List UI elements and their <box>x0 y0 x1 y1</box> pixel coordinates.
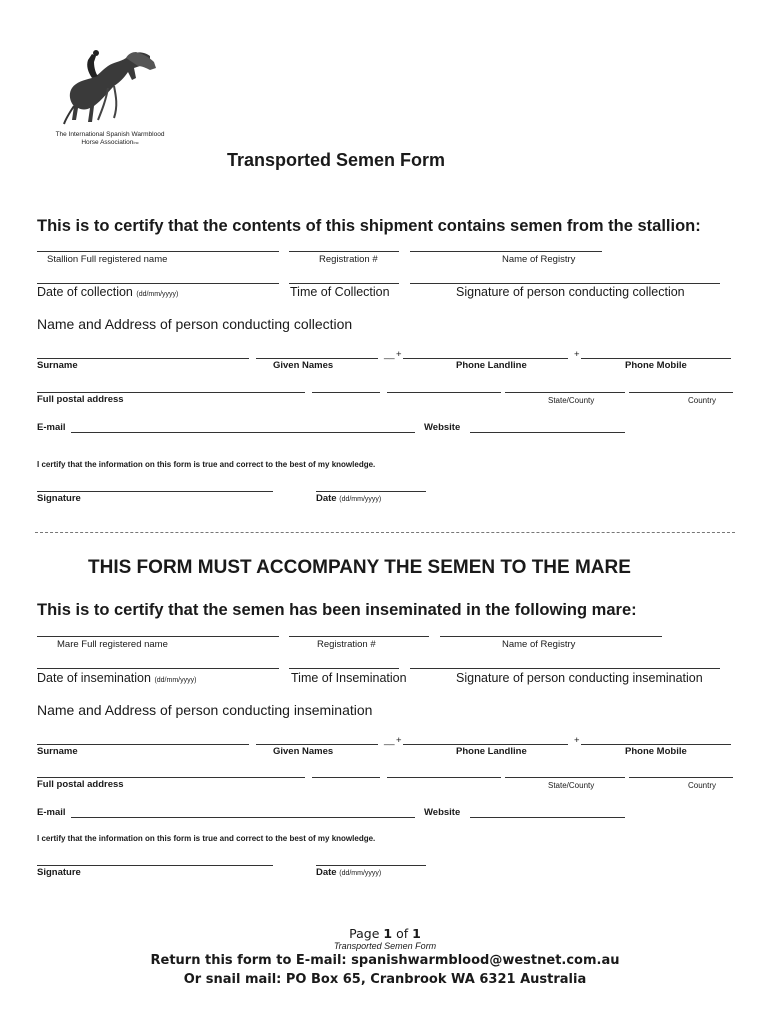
stallion-name-label: Stallion Full registered name <box>47 254 168 265</box>
postal-address-field-2[interactable] <box>37 777 305 778</box>
insemination-date-label: Date of insemination (dd/mm/yyyy) <box>37 671 197 685</box>
insemination-signature-label: Signature of person conducting insemination <box>456 671 703 685</box>
collection-signature-label: Signature of person conducting collection <box>456 285 685 299</box>
given-names-field-2[interactable] <box>256 744 378 745</box>
given-names-label: Given Names <box>273 360 334 371</box>
country-field-2[interactable] <box>629 777 733 778</box>
certify-statement-2: I certify that the information on this form is true and correct to the best of my knowledge. <box>37 834 376 843</box>
mobile-label-2: Phone Mobile <box>625 746 687 757</box>
registration-label: Registration # <box>319 254 378 265</box>
state-field[interactable] <box>505 392 625 393</box>
stallion-registry-field[interactable] <box>410 251 602 252</box>
date-field-2[interactable] <box>316 865 426 866</box>
landline-plus-2: + <box>396 735 402 746</box>
stallion-registration-field[interactable] <box>289 251 399 252</box>
state-field-2[interactable] <box>505 777 625 778</box>
website-label-2: Website <box>424 807 461 818</box>
website-field[interactable] <box>470 432 625 433</box>
insemination-time-field[interactable] <box>289 668 399 669</box>
section2-heading: This is to certify that the semen has been inseminated in the following mare: <box>37 601 637 619</box>
mare-name-label: Mare Full registered name <box>57 639 168 650</box>
form-title: Transported Semen Form <box>227 150 446 170</box>
date-label: Date (dd/mm/yyyy) <box>316 493 382 504</box>
collection-time-label: Time of Collection <box>290 285 390 299</box>
date-field[interactable] <box>316 491 426 492</box>
postal-city-field-2[interactable] <box>387 777 501 778</box>
collection-time-field[interactable] <box>289 283 399 284</box>
website-field-2[interactable] <box>470 817 625 818</box>
mare-registry-field[interactable] <box>440 636 662 637</box>
insemination-date-field[interactable] <box>37 668 279 669</box>
mobile-field-2[interactable] <box>581 744 731 745</box>
inseminator-address-heading: Name and Address of person conducting insemination <box>37 702 373 718</box>
country-label: Country <box>688 396 717 405</box>
landline-label-2: Phone Landline <box>456 746 527 757</box>
postal-address-label-2: Full postal address <box>37 779 124 790</box>
landline-field[interactable] <box>403 358 568 359</box>
country-field[interactable] <box>629 392 733 393</box>
given-names-label-2: Given Names <box>273 746 334 757</box>
return-email-line: Return this form to E-mail: spanishwarmblood@westnet.com.au <box>150 953 620 968</box>
stallion-name-field[interactable] <box>37 251 279 252</box>
postal-address-label: Full postal address <box>37 394 124 405</box>
horse-rider-logo <box>62 48 162 130</box>
mare-registration-field[interactable] <box>289 636 429 637</box>
surname-field-2[interactable] <box>37 744 249 745</box>
insemination-signature-field[interactable] <box>410 668 720 669</box>
mobile-field[interactable] <box>581 358 731 359</box>
surname-label: Surname <box>37 360 78 371</box>
email-label: E-mail <box>37 422 66 433</box>
signature-label: Signature <box>37 493 81 504</box>
landline-field-2[interactable] <box>403 744 568 745</box>
email-label-2: E-mail <box>37 807 66 818</box>
insemination-time-label: Time of Insemination <box>291 671 407 685</box>
signature-field-2[interactable] <box>37 865 273 866</box>
section-divider <box>35 532 735 533</box>
state-label: State/County <box>548 396 595 405</box>
registry-label: Name of Registry <box>502 254 576 265</box>
snail-mail-line: Or snail mail: PO Box 65, Cranbrook WA 6321 Australia <box>183 972 587 987</box>
page-number: Page 1 of 1 <box>349 926 421 941</box>
accompany-banner: THIS FORM MUST ACCOMPANY THE SEMEN TO THE MARE <box>88 557 631 578</box>
date-label-2: Date (dd/mm/yyyy) <box>316 867 382 878</box>
email-field-2[interactable] <box>71 817 415 818</box>
email-field[interactable] <box>71 432 415 433</box>
mobile-label: Phone Mobile <box>625 360 687 371</box>
mare-registration-label: Registration # <box>317 639 376 650</box>
logo-caption: The International Spanish Warmblood Horse AssociationInc <box>55 131 165 146</box>
collection-date-field[interactable] <box>37 283 279 284</box>
collection-date-label: Date of collection (dd/mm/yyyy) <box>37 285 179 299</box>
landline-plus: + <box>396 349 402 360</box>
certify-statement: I certify that the information on this form is true and correct to the best of my knowledge. <box>37 460 376 469</box>
mobile-plus-2: + <box>574 735 580 746</box>
postal-suburb-field[interactable] <box>312 392 380 393</box>
country-label-2: Country <box>688 781 717 790</box>
given-names-field[interactable] <box>256 358 378 359</box>
mare-name-field[interactable] <box>37 636 279 637</box>
mare-registry-label: Name of Registry <box>502 639 576 650</box>
state-label-2: State/County <box>548 781 595 790</box>
mobile-plus: + <box>574 349 580 360</box>
signature-label-2: Signature <box>37 867 81 878</box>
landline-label: Phone Landline <box>456 360 527 371</box>
postal-city-field[interactable] <box>387 392 501 393</box>
section1-heading: This is to certify that the contents of this shipment contains semen from the stallion: <box>37 217 701 235</box>
signature-field[interactable] <box>37 491 273 492</box>
postal-address-field[interactable] <box>37 392 305 393</box>
footer-form-name: Transported Semen Form <box>333 941 437 951</box>
website-label: Website <box>424 422 461 433</box>
surname-field[interactable] <box>37 358 249 359</box>
collector-address-heading: Name and Address of person conducting collection <box>37 316 353 332</box>
collection-signature-field[interactable] <box>410 283 720 284</box>
surname-label-2: Surname <box>37 746 78 757</box>
postal-suburb-field-2[interactable] <box>312 777 380 778</box>
